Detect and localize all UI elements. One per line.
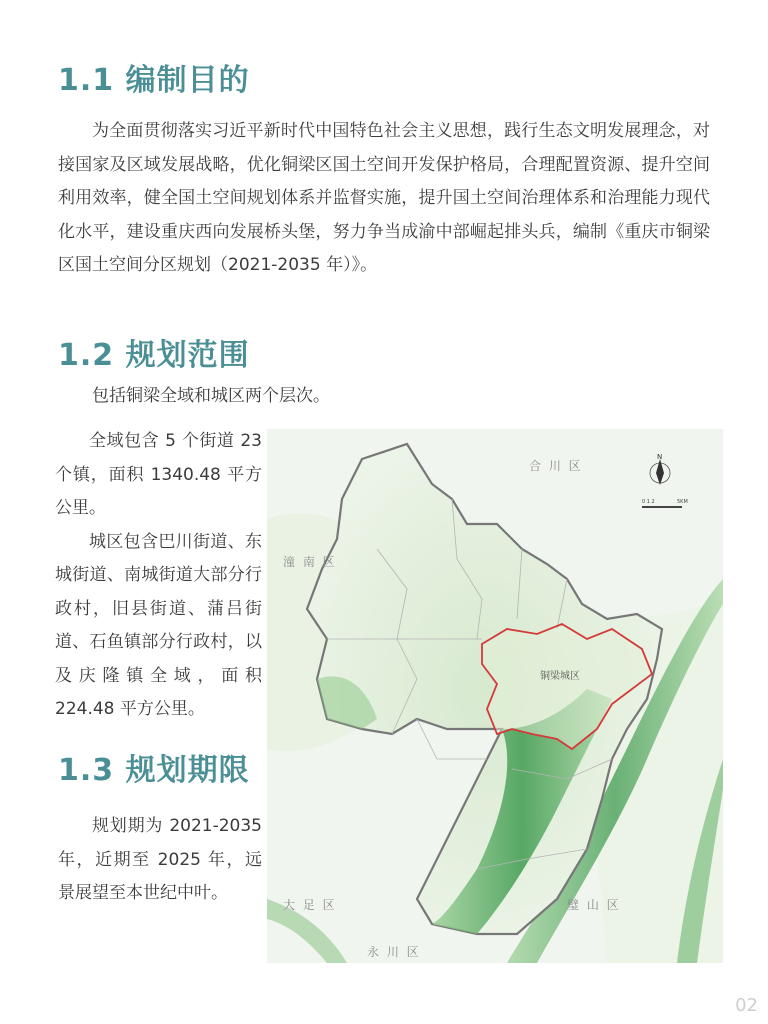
north-label: N	[657, 453, 663, 461]
purpose-paragraph	[58, 115, 710, 283]
district-map	[267, 429, 723, 963]
period-text: 规划期为 2021-2035 年，近期至 2025 年，远景展望至本世纪中叶。	[58, 816, 262, 903]
scope-intro-paragraph	[58, 380, 710, 414]
label-yongchuan: 永 川 区	[367, 945, 421, 959]
label-tongnan: 潼 南 区	[283, 555, 337, 569]
label-city: 铜梁城区	[540, 671, 580, 682]
scope-intro-text: 包括铜梁全域和城区两个层次。	[92, 386, 330, 406]
purpose-text: 为全面贯彻落实习近平新时代中国特色社会主义思想，践行生态文明发展理念，对接国家及区域发展战略，优化铜梁区国土空间开发保护格局，合理配置资源、提升空间利用效率，健全国土空间规划体系并监督实施，提升国土空间治理体系和治理能力现代化水平，建设重庆西向发展桥头堡，努力争当成渝中部崛起排头兵，编制《重庆市铜梁区国土空间分区规划（2021-2035 年）》。	[58, 121, 710, 275]
scale-unit: 5KM	[677, 499, 688, 505]
period-paragraph	[58, 810, 262, 911]
scope-detail-paragraph	[55, 425, 262, 727]
page-number: 02	[735, 995, 758, 1016]
scope-whole-text: 全域包含 5 个街道 23 个镇，面积 1340.48 平方公里。	[55, 431, 262, 518]
label-dazu: 大 足 区	[283, 898, 337, 912]
section-heading-purpose: 1.1 编制目的	[58, 63, 250, 98]
section-heading-scope: 1.2 规划范围	[58, 338, 250, 373]
label-hechuan: 合 川 区	[529, 459, 583, 473]
scale-ticks: 0 1 2	[642, 499, 655, 505]
label-bishan: 璧 山 区	[567, 898, 621, 912]
section-heading-period: 1.3 规划期限	[58, 753, 250, 788]
scope-city-text: 城区包含巴川街道、东城街道、南城街道大部分行政村，旧县街道、蒲吕街道、石鱼镇部分行政村，以及庆隆镇全域，面积 224.48 平方公里。	[55, 531, 262, 719]
